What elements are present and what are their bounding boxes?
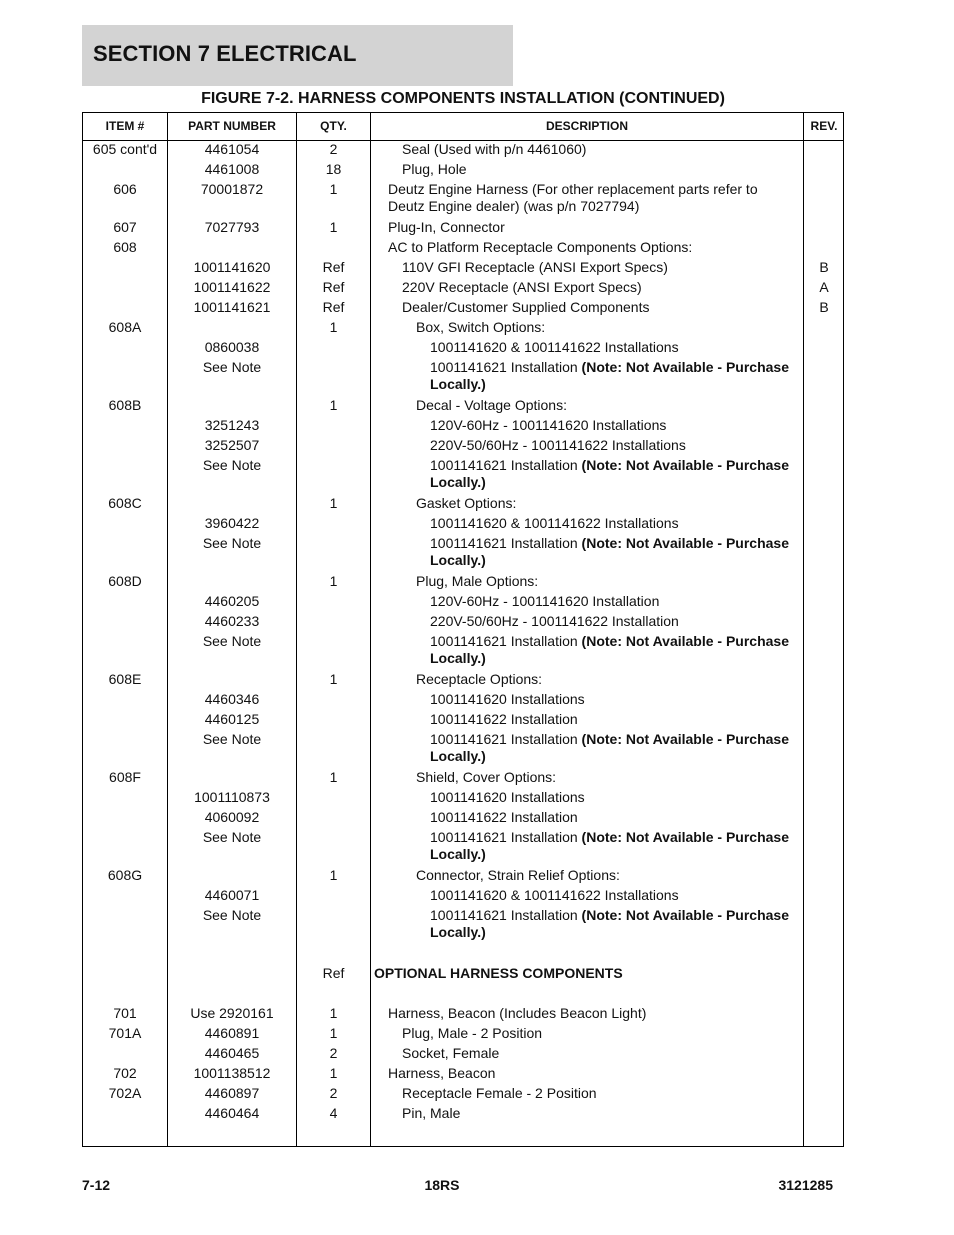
table-row [83, 829, 843, 867]
description-text: Receptacle Female - 2 Position [402, 1085, 597, 1101]
description-text: Plug, Male Options: [416, 573, 539, 589]
part-number-cell: See Note [202, 359, 262, 375]
description-text: 120V-60Hz - 1001141620 Installations [430, 417, 667, 433]
model-name: 18RS [424, 1177, 460, 1193]
table-row [83, 633, 843, 671]
table-body [83, 141, 843, 1125]
description-cell [371, 867, 799, 884]
qty-cell: 18 [325, 161, 342, 177]
description-text: Box, Switch Options: [416, 319, 546, 335]
description-text: 1001141621 Installation [430, 731, 578, 747]
description-text: 1001141620 & 1001141622 Installations [430, 887, 679, 903]
table-row [83, 691, 843, 711]
description-cell [371, 1045, 799, 1062]
qty-cell: 1 [329, 573, 338, 589]
table-row [83, 671, 843, 691]
description-text: 1001141620 Installations [430, 691, 585, 707]
part-number-cell: 4460891 [204, 1025, 260, 1041]
table-row [83, 809, 843, 829]
description-cell [371, 319, 799, 336]
table-row [83, 907, 843, 945]
description-cell [371, 907, 799, 941]
table-row [83, 613, 843, 633]
rev-cell: A [819, 279, 829, 295]
description-cell [371, 593, 799, 610]
qty-cell: 1 [329, 1025, 338, 1041]
description-cell [371, 417, 799, 434]
table-row [83, 867, 843, 887]
table-row [83, 515, 843, 535]
item-cell: 608A [108, 319, 142, 335]
item-cell: 608C [108, 495, 142, 511]
table-row [83, 239, 843, 259]
note-text: (Note: Not Available - Purchase Locally.) [430, 457, 789, 490]
description-cell [371, 437, 799, 454]
table-row [83, 965, 843, 985]
table-row [83, 397, 843, 417]
qty-cell: 2 [329, 141, 338, 157]
item-cell: 608E [108, 671, 142, 687]
part-number-cell: 4460205 [204, 593, 260, 609]
item-cell: 608G [107, 867, 143, 883]
table-row [83, 789, 843, 809]
description-cell [371, 279, 799, 296]
description-text: Pin, Male [402, 1105, 461, 1121]
description-cell [371, 359, 799, 393]
description-cell [371, 809, 799, 826]
table-row [83, 1025, 843, 1045]
description-cell [371, 769, 799, 786]
description-cell [371, 535, 799, 569]
description-cell [371, 1065, 799, 1082]
description-cell [371, 181, 799, 215]
part-number-cell: 3252507 [204, 437, 260, 453]
part-number-cell: See Note [202, 907, 262, 923]
table-row [83, 593, 843, 613]
table-row [83, 457, 843, 495]
description-cell [371, 829, 799, 863]
table-row [83, 1105, 843, 1125]
part-number-cell: 4460464 [204, 1105, 260, 1121]
description-cell [371, 339, 799, 356]
part-number-cell: See Note [202, 633, 262, 649]
table-row [83, 535, 843, 573]
description-text: 1001141620 & 1001141622 Installations [430, 339, 679, 355]
description-text: 1001141621 Installation [430, 829, 578, 845]
table-row [83, 141, 843, 161]
table-row [83, 259, 843, 279]
table-row [83, 887, 843, 907]
description-text: Harness, Beacon [388, 1065, 496, 1081]
item-cell: 702 [113, 1065, 137, 1081]
item-cell: 701A [108, 1025, 142, 1041]
part-number-cell: 1001141622 [193, 279, 271, 295]
description-cell [371, 397, 799, 414]
table-row [83, 573, 843, 593]
qty-cell: Ref [322, 259, 345, 275]
description-cell [371, 573, 799, 590]
table-row [83, 299, 843, 319]
description-text: 1001141621 Installation [430, 359, 578, 375]
header-item: ITEM # [105, 119, 145, 133]
description-cell [371, 1005, 799, 1022]
part-number-cell: 4460346 [204, 691, 260, 707]
description-text: Connector, Strain Relief Options: [416, 867, 620, 883]
part-number-cell: See Note [202, 535, 262, 551]
header-qty: QTY. [320, 119, 347, 133]
part-number-cell: 4460233 [204, 613, 260, 629]
description-cell [371, 141, 799, 158]
description-text: 1001141620 & 1001141622 Installations [430, 515, 679, 531]
part-number-cell: 3960422 [204, 515, 260, 531]
page-number: 7-12 [82, 1177, 111, 1193]
part-number-cell: 1001141621 [193, 299, 271, 315]
description-cell [371, 259, 799, 276]
description-cell [371, 239, 799, 256]
description-text: Socket, Female [402, 1045, 500, 1061]
item-cell: 607 [113, 219, 137, 235]
part-number-cell: 4060092 [204, 809, 260, 825]
description-text: 120V-60Hz - 1001141620 Installation [430, 593, 660, 609]
qty-cell: 1 [329, 867, 338, 883]
description-text: 220V Receptacle (ANSI Export Specs) [402, 279, 642, 295]
item-cell: 702A [108, 1085, 142, 1101]
note-text: (Note: Not Available - Purchase Locally.) [430, 359, 789, 392]
description-cell [371, 219, 799, 236]
description-text: 1001141622 Installation [430, 711, 578, 727]
qty-cell: 1 [329, 671, 338, 687]
description-text: OPTIONAL HARNESS COMPONENTS [374, 965, 623, 981]
description-cell [371, 299, 799, 316]
part-number-cell: 0860038 [204, 339, 260, 355]
table-row [83, 359, 843, 397]
part-number-cell: 1001138512 [193, 1065, 271, 1081]
qty-cell: 1 [329, 319, 338, 335]
qty-cell: Ref [322, 299, 345, 315]
table-row [83, 495, 843, 515]
qty-cell: 2 [329, 1085, 338, 1101]
part-number-cell: 4460125 [204, 711, 260, 727]
part-number-cell: 3251243 [204, 417, 260, 433]
part-number-cell: 70001872 [200, 181, 264, 197]
description-text: 1001141621 Installation [430, 633, 578, 649]
qty-cell: 1 [329, 397, 338, 413]
description-text: 1001141622 Installation [430, 809, 578, 825]
description-cell [371, 887, 799, 904]
qty-cell: 4 [329, 1105, 338, 1121]
qty-cell: 2 [329, 1045, 338, 1061]
description-cell [371, 515, 799, 532]
qty-cell: Ref [322, 279, 345, 295]
note-text: (Note: Not Available - Purchase Locally.) [430, 731, 789, 764]
item-cell: 608F [109, 769, 141, 785]
description-text: 220V-50/60Hz - 1001141622 Installations [430, 437, 686, 453]
table-row [83, 279, 843, 299]
description-text: Plug, Male - 2 Position [402, 1025, 543, 1041]
rev-cell: B [819, 299, 829, 315]
table-row [83, 319, 843, 339]
spacer-row [83, 945, 843, 965]
header-description: DESCRIPTION [545, 119, 628, 133]
description-cell [371, 731, 799, 765]
description-text: 1001141621 Installation [430, 535, 578, 551]
description-cell [371, 633, 799, 667]
doc-number: 3121285 [778, 1177, 833, 1193]
table-row [83, 711, 843, 731]
item-cell: 608D [108, 573, 142, 589]
table-row [83, 339, 843, 359]
figure-title: FIGURE 7-2. HARNESS COMPONENTS INSTALLATION (CONTINUED) [201, 90, 725, 107]
qty-cell: 1 [329, 769, 338, 785]
item-cell: 608B [108, 397, 142, 413]
part-number-cell: 1001110873 [194, 789, 270, 805]
header-part-number: PART NUMBER [188, 119, 276, 133]
description-text: 1001141620 Installations [430, 789, 585, 805]
description-text: Receptacle Options: [416, 671, 543, 687]
description-cell [371, 789, 799, 806]
description-text: Seal (Used with p/n 4461060) [402, 141, 587, 157]
part-number-cell: 4460071 [204, 887, 260, 903]
description-text: 220V-50/60Hz - 1001141622 Installation [430, 613, 679, 629]
part-number-cell: See Note [202, 829, 262, 845]
item-cell: 605 cont'd [92, 141, 158, 157]
description-cell [371, 711, 799, 728]
part-number-cell: 4461008 [204, 161, 260, 177]
qty-cell: 1 [329, 219, 338, 235]
description-text: 1001141621 Installation [430, 457, 578, 473]
parts-table [82, 112, 844, 1147]
qty-cell: Ref [322, 965, 345, 981]
note-text: (Note: Not Available - Purchase Locally.) [430, 535, 789, 568]
table-row [83, 731, 843, 769]
description-cell [371, 613, 799, 630]
description-cell [371, 457, 799, 491]
part-number-cell: See Note [202, 731, 262, 747]
table-row [83, 769, 843, 789]
description-cell [371, 1025, 799, 1042]
item-cell: 606 [113, 181, 137, 197]
description-text: Deutz Engine Harness (For other replacement parts refer to Deutz Engine dealer) (was p/n 7027794) [388, 181, 758, 214]
section-title: SECTION 7 ELECTRICAL [93, 41, 357, 66]
part-number-cell: 1001141620 [193, 259, 271, 275]
table-row [83, 1065, 843, 1085]
part-number-cell: 4461054 [204, 141, 260, 157]
qty-cell: 1 [329, 181, 338, 197]
description-text: Decal - Voltage Options: [416, 397, 567, 413]
note-text: (Note: Not Available - Purchase Locally.) [430, 907, 789, 940]
table-row [83, 1045, 843, 1065]
description-text: Shield, Cover Options: [416, 769, 557, 785]
table-row [83, 437, 843, 457]
note-text: (Note: Not Available - Purchase Locally.) [430, 829, 789, 862]
description-cell [371, 965, 799, 982]
part-number-cell: 4460897 [204, 1085, 260, 1101]
part-number-cell: Use 2920161 [190, 1005, 274, 1021]
spacer-row [83, 985, 843, 1005]
table-row [83, 417, 843, 437]
description-text: AC to Platform Receptacle Components Options: [388, 239, 693, 255]
table-row [83, 1085, 843, 1105]
description-text: Dealer/Customer Supplied Components [402, 299, 650, 315]
part-number-cell: See Note [202, 457, 262, 473]
description-text: Harness, Beacon (Includes Beacon Light) [388, 1005, 647, 1021]
description-text: Plug, Hole [402, 161, 467, 177]
qty-cell: 1 [329, 1065, 338, 1081]
note-text: (Note: Not Available - Purchase Locally.) [430, 633, 789, 666]
item-cell: 701 [113, 1005, 137, 1021]
description-cell [371, 691, 799, 708]
item-cell: 608 [113, 239, 137, 255]
description-text: Plug-In, Connector [388, 219, 505, 235]
part-number-cell: 7027793 [204, 219, 260, 235]
table-row [83, 1005, 843, 1025]
qty-cell: 1 [329, 495, 338, 511]
qty-cell: 1 [329, 1005, 338, 1021]
description-cell [371, 671, 799, 688]
part-number-cell: 4460465 [204, 1045, 260, 1061]
description-cell [371, 1105, 799, 1122]
description-cell [371, 1085, 799, 1102]
description-cell [371, 495, 799, 512]
description-text: Gasket Options: [416, 495, 517, 511]
table-row [83, 219, 843, 239]
description-cell [371, 161, 799, 178]
rev-cell: B [819, 259, 829, 275]
description-text: 1001141621 Installation [430, 907, 578, 923]
table-row [83, 161, 843, 181]
header-rev: REV. [810, 119, 838, 133]
table-row [83, 181, 843, 219]
description-text: 110V GFI Receptacle (ANSI Export Specs) [402, 259, 668, 275]
